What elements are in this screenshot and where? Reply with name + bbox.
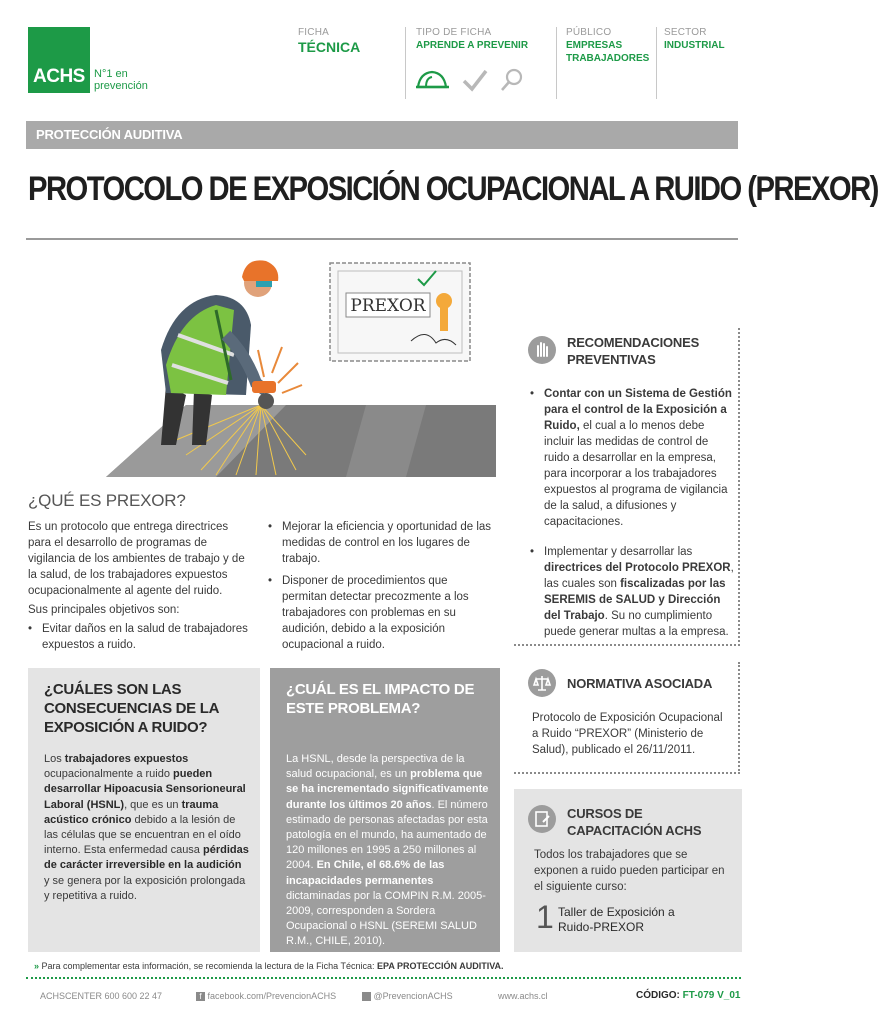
publico-label: PÚBLICO [566,27,612,38]
section-bar [26,121,738,149]
scale-icon [528,669,556,697]
page-title: PROTOCOLO DE EXPOSICIÓN OCUPACIONAL A RUIDO (PREXOR) [28,170,878,208]
que-es-column-2 [268,519,494,659]
worker-grinder-illustration [106,255,496,477]
header-divider [405,27,406,99]
ficha-value: TÉCNICA [298,39,361,55]
twitter-icon [362,992,371,1001]
sector-label: SECTOR [664,27,707,38]
impacto-title: ¿CUÁL ES EL IMPACTO DE ESTE PROBLEMA? [286,681,475,717]
sector-column [664,27,744,99]
tagline: N°1 en prevención [94,68,148,92]
ficha-label: FICHA [298,27,329,38]
consecuencias-box [28,668,260,952]
header-divider [556,27,557,99]
header-divider [656,27,657,99]
consecuencias-title: ¿CUÁLES SON LAS CONSECUENCIAS DE LA EXPOSICIÓN A RUIDO? [44,681,219,736]
course-item: Taller de Exposición a Ruido-PREXOR [558,905,675,934]
cursos-title: CURSOS DE CAPACITACIÓN ACHS [567,806,702,838]
ficha-column [298,27,398,99]
certificate-icon [528,805,556,833]
cursos-intro: Todos los trabajadores que se exponen a ruido pueden participar en el siguiente curso: [534,849,725,893]
objectives-list [268,519,494,653]
impacto-box [270,668,500,952]
footer-twitter[interactable]: @PrevencionACHS [362,991,453,1001]
footer-phone: ACHSCENTER 600 600 22 47 [40,991,163,1001]
magnifier-icon [502,70,521,90]
footer-web[interactable]: www.achs.cl [498,991,548,1001]
publico-value-2: TRABAJADORES [566,53,650,64]
que-es-title: ¿QUÉ ES PREXOR? [28,491,186,510]
footer-facebook[interactable]: f facebook.com/PrevencionACHS [196,991,336,1001]
title-divider [26,238,738,240]
list-item: • Evitar daños en la salud de trabajadores expuestos a ruido. [28,621,254,653]
prexor-certificate [330,263,470,361]
tipo-value: APRENDE A PREVENIR [416,40,529,51]
normativa-text: Protocolo de Exposición Ocupacional a Ruido “PREXOR” (Ministerio de Salud), publicado el 26/11/2011. [532,712,723,756]
publico-value-1: EMPRESAS [566,40,623,51]
check-icon [464,71,486,89]
objectives-list [28,621,254,653]
helmet-icon [416,72,449,87]
sector-value: INDUSTRIAL [664,40,725,51]
tipo-column [416,27,546,99]
consecuencias-text: Los trabajadores expuestos ocupacionalmente a ruido pueden desarrollar Hipoacusia Sensorioneural Laboral (HSNL), que es un trauma acústico crónico debido a la lesión de las células que se encuentran en el oído interno. Esta enfermedad causa pérdidas de carácter irreversible en la audición y se genera por la exposición prolongada y repetitiva a ruido. [44,753,249,902]
recomendaciones-title: RECOMENDACIONES PREVENTIVAS [567,335,700,367]
list-item: • Mejorar la eficiencia y oportunidad de las medidas de control en los lugares de trabajo. [268,519,494,567]
facebook-icon: f [196,992,205,1001]
section-label: PROTECCIÓN AUDITIVA [36,127,183,142]
course-number: 1 [536,899,554,935]
objectives-intro: Sus principales objetivos son: [28,604,180,616]
certificate-text: PREXOR [350,296,426,316]
normativa-title: NORMATIVA ASOCIADA [567,676,713,691]
footer-note: » Para complementar esta información, se recomienda la lectura de la Ficha Técnica: EPA PROTECCIÓN AUDITIVA. [34,961,504,971]
que-es-paragraph: Es un protocolo que entrega directrices para el desarrollo de programas de vigilancia de los ambientes de trabajo y de la salud, de los trabajadores expuestos ocupacionalmente al agente del ruido. [28,521,245,597]
cursos-box [514,789,742,952]
que-es-column-1 [28,519,254,659]
recomendaciones-list [530,386,736,646]
tipo-icons [416,65,526,95]
logo-text: ACHS [33,66,85,87]
tipo-label: TIPO DE FICHA [416,27,492,38]
impacto-text: La HSNL, desde la perspectiva de la salud ocupacional, es un problema que se ha incrementado significativamente durante los últimos 20 años. El número estimado de personas afectadas por esta patología en el mundo, ha aumentado de 120 millones en 1995 a 250 millones al 2004. En Chile, el 68.6% de las incapacidades permanentes dictaminadas por la COMPIN R.M. 2005-2009, corresponden a Sordera Ocupacional o HSNL (SEREMI SALUD R.M., CHILE, 2010). [286,753,489,948]
list-item: • Contar con un Sistema de Gestión para el control de la Exposición a Ruido, el cual a lo menos debe incluir las medidas de control de ruido a desarrollar en la empresa, para incorporar a los trabajadores expuestos al programa de vigilancia de la salud, a difusiones y capacitaciones. [530,386,736,530]
footer-code: CÓDIGO: FT-079 V_01 [636,990,741,1001]
publico-column [566,27,656,99]
footer-divider [26,977,741,979]
list-item: • Implementar y desarrollar las directrices del Protocolo PREXOR, las cuales son fiscalizadas por las SEREMIS de SALUD y Dirección del Trabajo. Su no cumplimiento puede generar multas a la empresa. [530,544,736,640]
list-item: • Disponer de procedimientos que permitan detectar precozmente a los trabajadores con problemas en su audición, debido a la exposición ocupacional a ruido. [268,573,494,653]
glove-icon [528,336,556,364]
